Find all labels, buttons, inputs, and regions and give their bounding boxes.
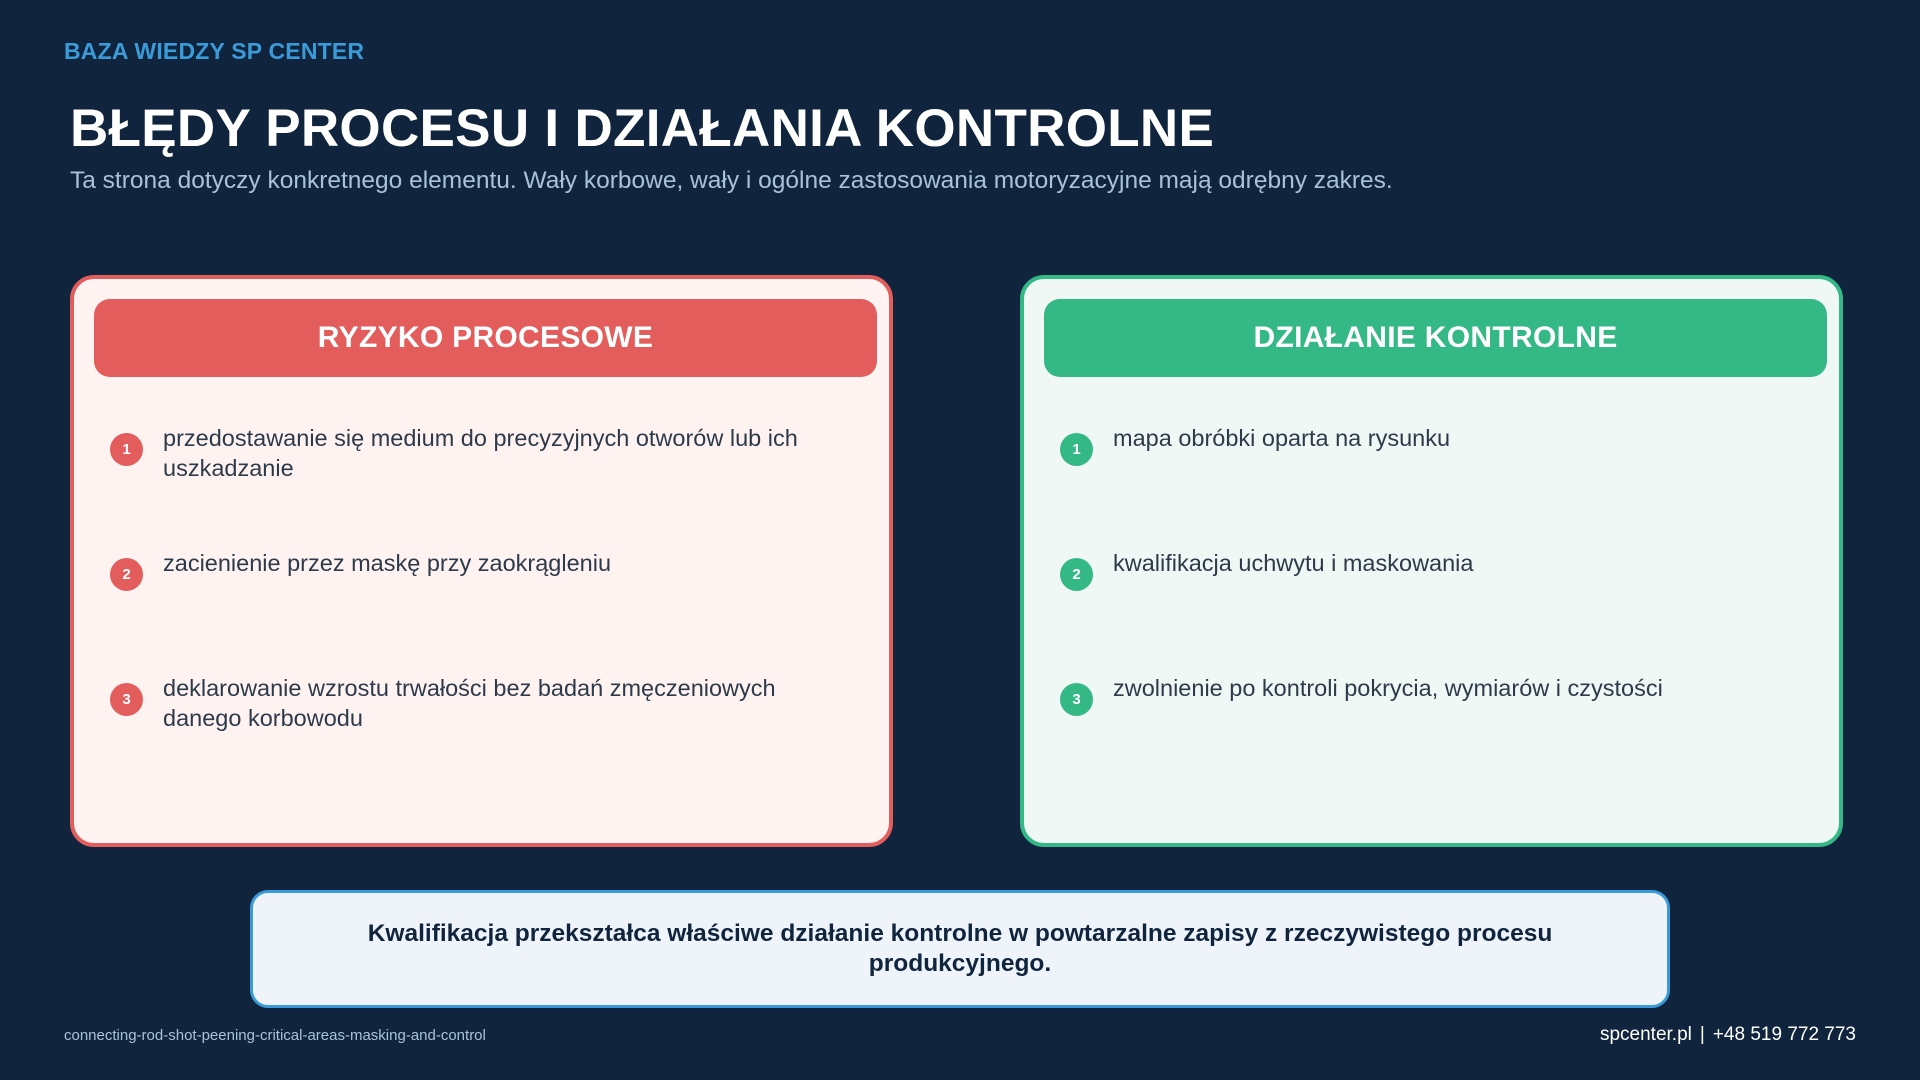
page-title: BŁĘDY PROCESU I DZIAŁANIA KONTROLNE [70, 99, 1215, 158]
control-item-text: zwolnienie po kontroli pokrycia, wymiarów i czystości [1113, 675, 1663, 701]
risk-item [110, 423, 830, 483]
risk-item-text: zacienienie przez maskę przy zaokrągleniu [163, 550, 612, 576]
risk-card [70, 275, 893, 847]
summary-note-text: Kwalifikacja przekształca właściwe działanie kontrolne w powtarzalne zapisy z rzeczywistego procesu produkcyjnego. [367, 920, 1553, 977]
risk-card-header: RYZYKO PROCESOWE [94, 299, 877, 377]
number-badge: 2 [1060, 558, 1093, 591]
summary-note [250, 890, 1670, 1008]
brand-label: BAZA WIEDZY SP CENTER [64, 38, 365, 64]
risk-item [110, 548, 830, 591]
risk-item-text: przedostawanie się medium do precyzyjnych otworów lub ich uszkadzanie [163, 425, 798, 481]
footer-website: spcenter.pl [1599, 1024, 1692, 1045]
footer-slug: connecting-rod-shot-peening-critical-areas-masking-and-control [64, 1027, 486, 1044]
footer-separator: | [1699, 1024, 1705, 1045]
number-badge: 1 [110, 433, 143, 466]
control-card-header: DZIAŁANIE KONTROLNE [1044, 299, 1827, 377]
risk-item-text: deklarowanie wzrostu trwałości bez badań zmęczeniowych danego korbowodu [163, 675, 776, 731]
page-subtitle: Ta strona dotyczy konkretnego elementu. Wały korbowe, wały i ogólne zastosowania motoryzacyjne mają odrębny zakres. [70, 167, 1393, 194]
risk-item [110, 673, 830, 733]
control-item-text: mapa obróbki oparta na rysunku [1113, 425, 1451, 451]
control-item [1060, 423, 1780, 466]
footer-phone: +48 519 772 773 [1712, 1024, 1856, 1045]
number-badge: 2 [110, 558, 143, 591]
control-item-text: kwalifikacja uchwytu i maskowania [1113, 550, 1474, 576]
control-item [1060, 673, 1780, 716]
footer-contact [1600, 1024, 1856, 1046]
number-badge: 1 [1060, 433, 1093, 466]
number-badge: 3 [1060, 683, 1093, 716]
control-card [1020, 275, 1843, 847]
number-badge: 3 [110, 683, 143, 716]
control-item [1060, 548, 1780, 591]
